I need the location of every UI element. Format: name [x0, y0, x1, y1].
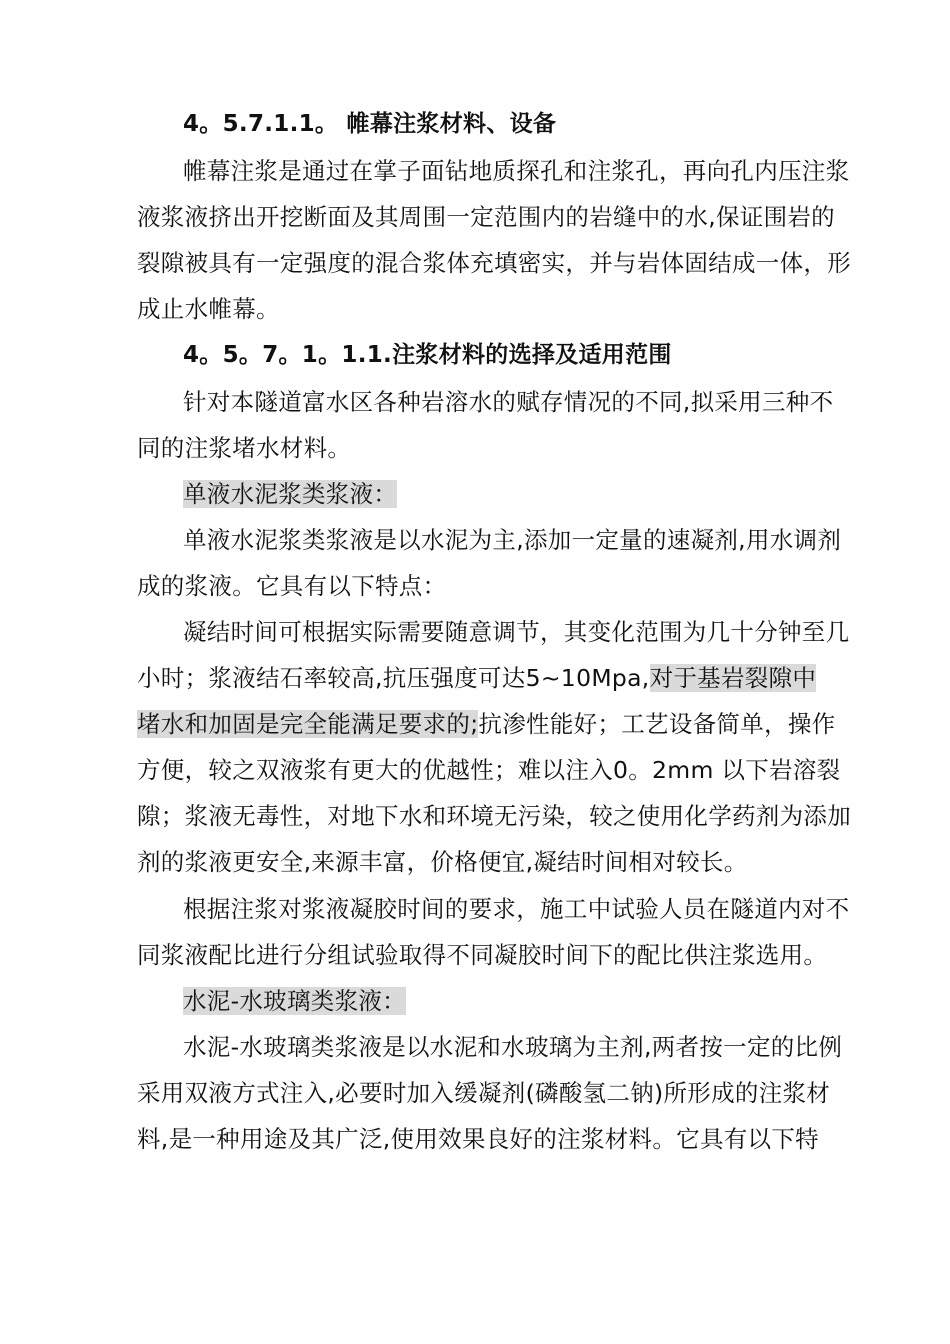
highlighted-text: 水泥-水玻璃类浆液：: [183, 987, 406, 1015]
paragraph-line: 帷幕注浆是通过在掌子面钻地质探孔和注浆孔，再向孔内压注浆: [183, 157, 850, 185]
paragraph-line: 同的注浆堵水材料。: [137, 434, 352, 462]
paragraph-line: 剂的浆液更安全,来源丰富，价格便宜,凝结时间相对较长。: [137, 848, 748, 876]
highlighted-text: 堵水和加固是完全能满足要求的;: [137, 710, 479, 738]
paragraph-line: [137, 655, 816, 701]
subheading-cement-water-glass: [183, 978, 406, 1024]
text-run: 小时；浆液结石率较高,抗压强度可达5~10Mpa,: [137, 664, 650, 692]
paragraph-line: 单液水泥浆类浆液是以水泥为主,添加一定量的速凝剂,用水调剂: [183, 526, 842, 554]
paragraph-line: 水泥-水玻璃类浆液是以水泥和水玻璃为主剂,两者按一定的比例: [183, 1033, 843, 1061]
paragraph-line: 隙；浆液无毒性，对地下水和环境无污染，较之使用化学药剂为添加: [137, 802, 851, 830]
paragraph-line: 液浆液挤出开挖断面及其周围一定范围内的岩缝中的水,保证围岩的: [137, 203, 835, 231]
paragraph-line: 采用双液方式注入,必要时加入缓凝剂(磷酸氢二钠)所形成的注浆材: [137, 1079, 831, 1107]
section-heading-material-selection: 4。5。7。1。1.1.注浆材料的选择及适用范围: [183, 342, 672, 368]
paragraph-line: 根据注浆对浆液凝胶时间的要求，施工中试验人员在隧道内对不: [183, 895, 850, 923]
paragraph-line: [137, 701, 835, 747]
paragraph-line: 成止水帷幕。: [137, 295, 280, 323]
paragraph-line: 方便，较之双液浆有更大的优越性；难以注入0。2mm 以下岩溶裂: [137, 756, 841, 784]
paragraph-line: 同浆液配比进行分组试验取得不同凝胶时间下的配比供注浆选用。: [137, 941, 828, 969]
highlighted-text: 单液水泥浆类浆液：: [183, 480, 398, 508]
subheading-cement-slurry: [183, 471, 397, 517]
text-run: 抗渗性能好；工艺设备简单，操作: [478, 710, 836, 738]
paragraph-line: 针对本隧道富水区各种岩溶水的赋存情况的不同,拟采用三种不: [183, 388, 834, 416]
paragraph-line: 裂隙被具有一定强度的混合浆体充填密实，并与岩体固结成一体，形: [137, 249, 851, 277]
highlighted-text: 对于基岩裂隙中: [649, 664, 817, 692]
paragraph-line: 凝结时间可根据实际需要随意调节，其变化范围为几十分钟至几: [183, 618, 850, 646]
paragraph-line: 成的浆液。它具有以下特点：: [137, 572, 447, 600]
section-heading-curtain-grouting: 4。5.7.1.1。 帷幕注浆材料、设备: [183, 111, 557, 137]
paragraph-line: 料,是一种用途及其广泛,使用效果良好的注浆材料。它具有以下特: [137, 1125, 819, 1153]
